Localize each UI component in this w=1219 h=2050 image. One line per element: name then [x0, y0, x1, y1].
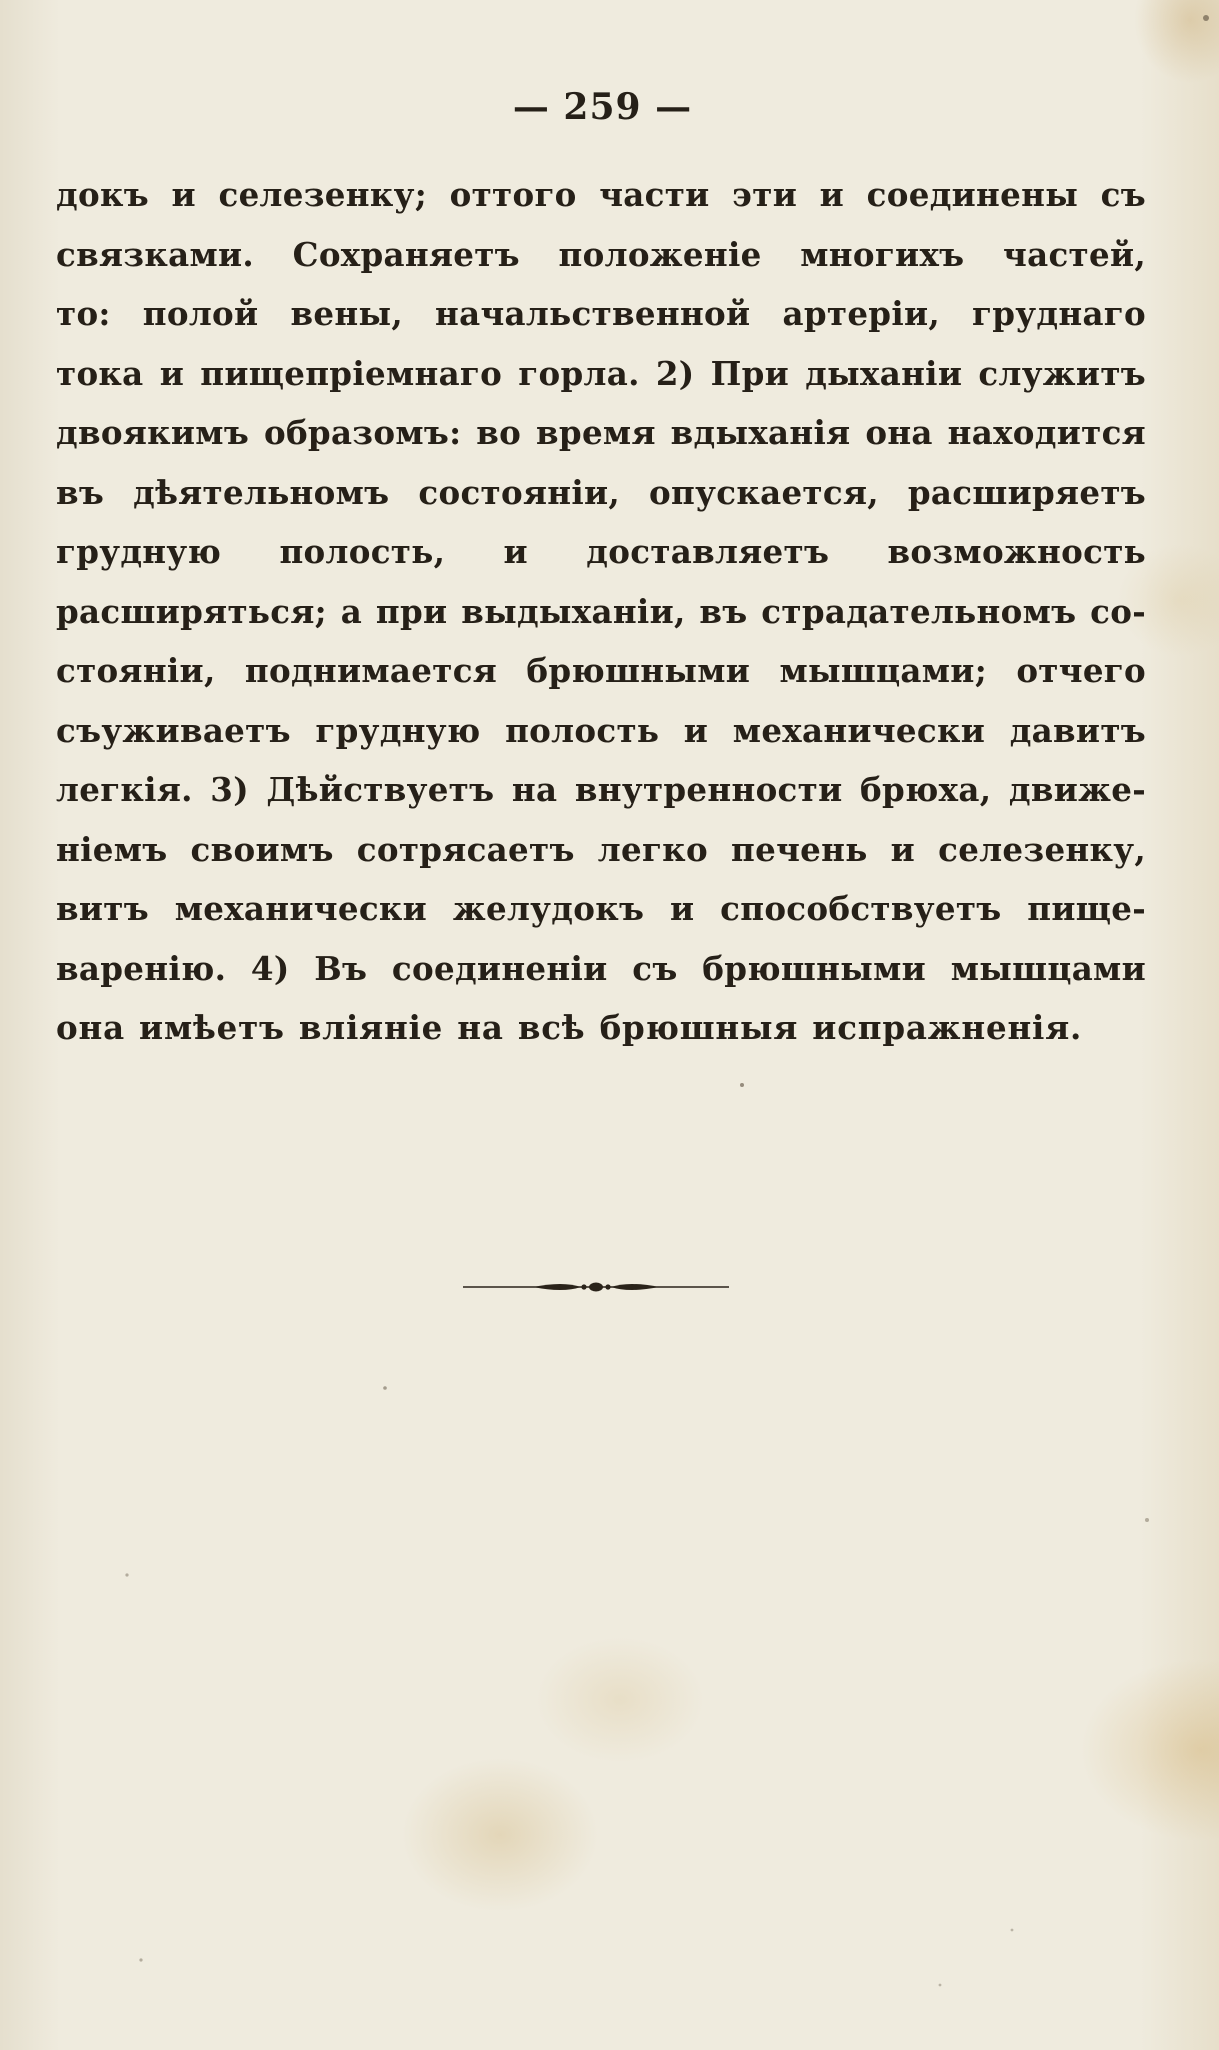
text-line: съуживаетъ грудную полость и механически давитъ: [56, 710, 1146, 750]
text-line: то: полой вены, начальственной артеріи, груднаго: [56, 294, 1146, 333]
text-line: тока и пищепріемнаго горла. 2) При дыханіи служитъ: [56, 353, 1146, 393]
text-line: расширяться; а при выдыханіи, въ страдательномъ со-: [56, 591, 1146, 631]
body-text: [56, 165, 1146, 1058]
text-line: варенію. 4) Въ соединеніи съ брюшными мышцами: [56, 948, 1146, 988]
text-line: ніемъ своимъ сотрясаетъ легко печень и селезенку,: [56, 829, 1146, 869]
text-line: въ дѣятельномъ состояніи, опускается, расширяетъ: [56, 472, 1146, 512]
text-line-last: она имѣетъ вліяніе на всѣ брюшныя испражненія.: [56, 1008, 1083, 1047]
text-line: двоякимъ образомъ: во время вдыханія она находится: [56, 413, 1146, 452]
text-line: докъ и селезенку; оттого части эти и соединены съ: [56, 175, 1146, 214]
text-line: связками. Сохраняетъ положеніе многихъ частей,: [56, 234, 1146, 274]
ornament-rule-icon: [463, 1272, 729, 1302]
text-line: грудную полость, и доставляетъ возможность: [56, 532, 1146, 571]
text-line: легкія. 3) Дѣйствуетъ на внутренности брюха, движе-: [56, 770, 1146, 809]
text-line: витъ механически желудокъ и способствуетъ пище-: [56, 889, 1146, 928]
page-number: — 259 —: [512, 86, 693, 128]
text-line: стояніи, поднимается брюшными мышцами; отчего: [56, 651, 1146, 690]
